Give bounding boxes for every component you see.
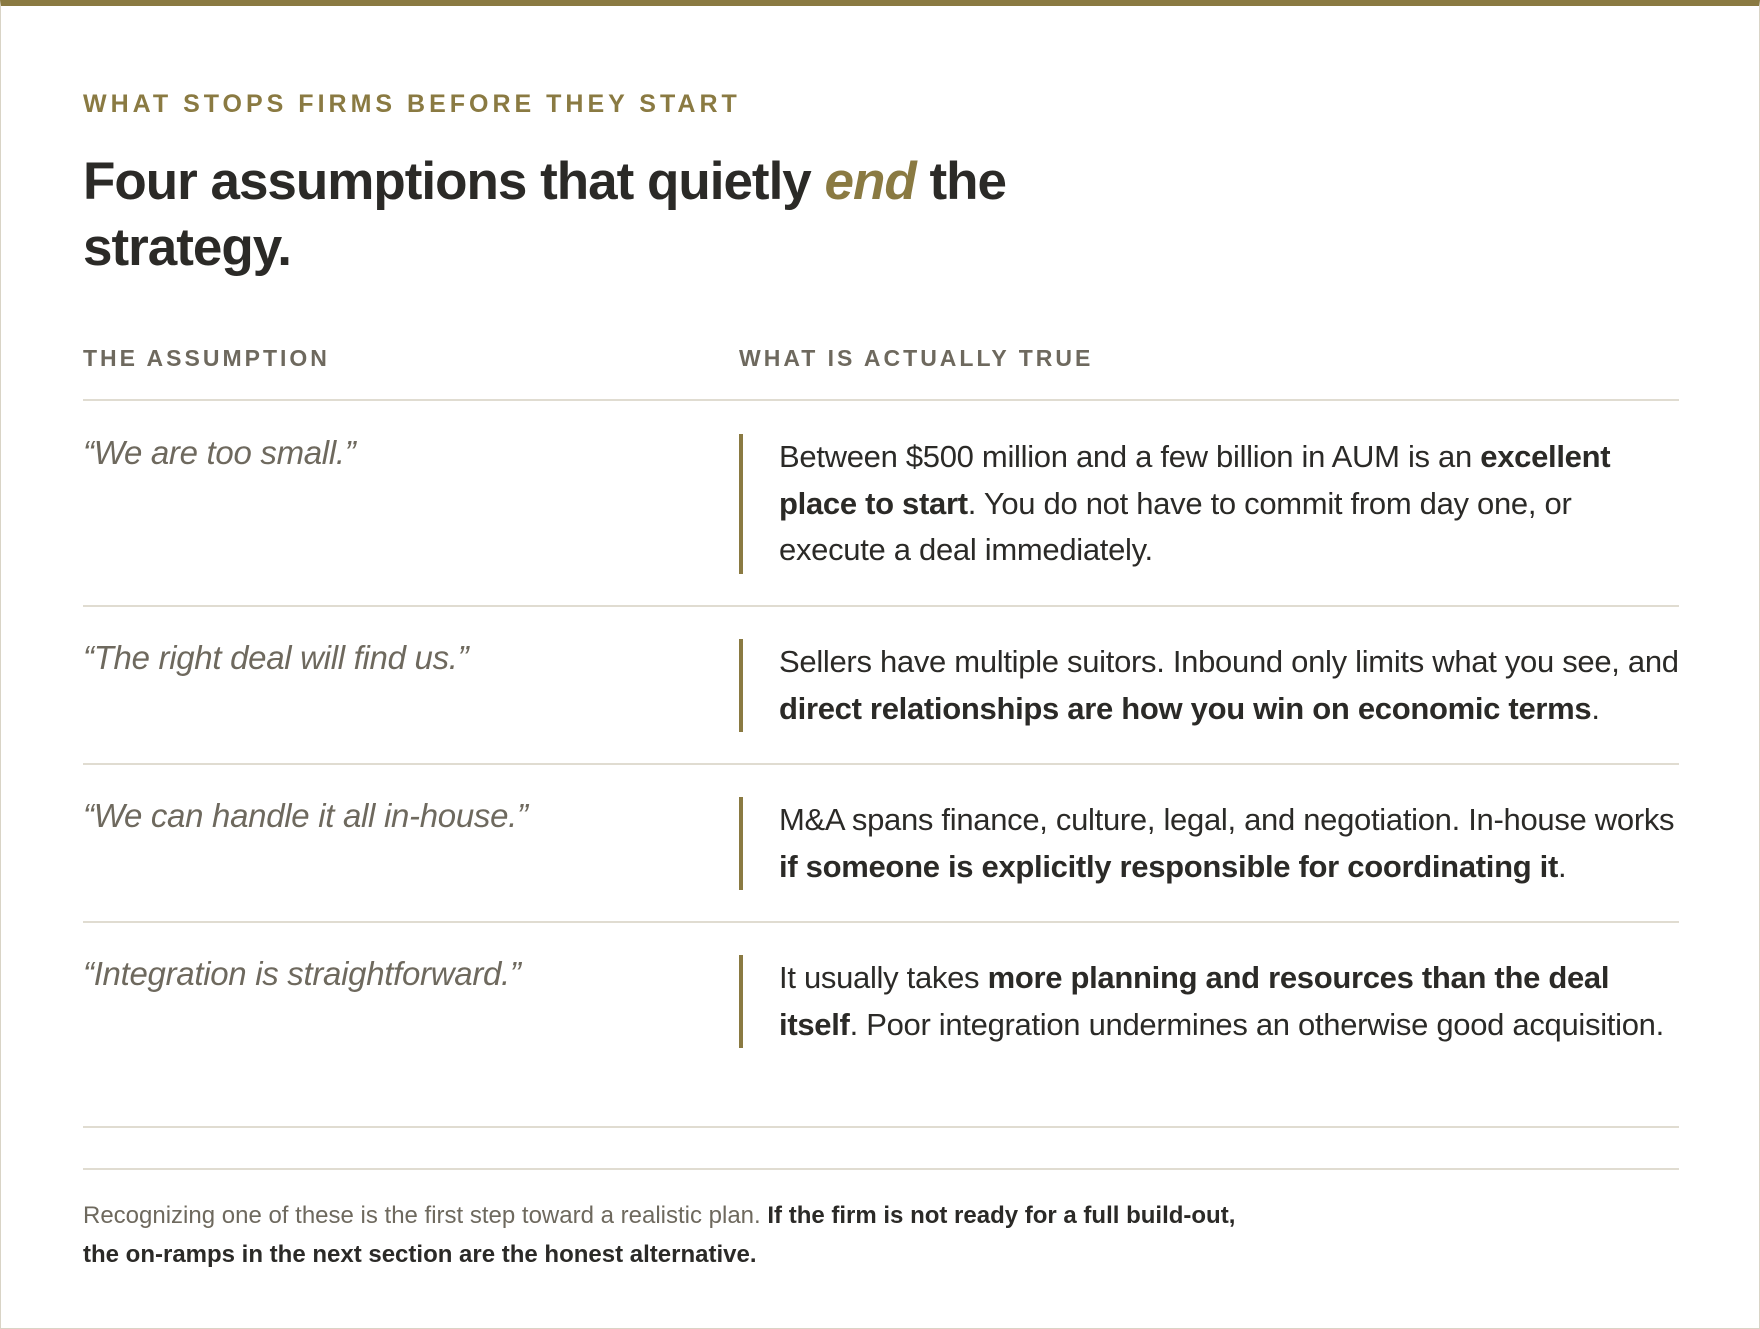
row-divider	[83, 921, 1679, 923]
truth-segment: .	[1591, 690, 1600, 726]
row-divider	[83, 763, 1679, 765]
truth-segment: It usually takes	[779, 960, 988, 995]
truth-text	[739, 797, 1679, 890]
assumption-text: “We can handle it all in-house.”	[83, 797, 528, 834]
footer-text: Recognizing one of these is the first step toward a realistic plan.	[83, 1202, 768, 1229]
column-header-assumption: THE ASSUMPTION	[83, 345, 330, 371]
section-eyebrow: WHAT STOPS FIRMS BEFORE THEY START	[83, 90, 741, 118]
table-bottom-divider	[83, 1126, 1679, 1128]
row-divider	[83, 605, 1679, 607]
truth-segment: . You do not have to commit from day one, or execute a deal immediately.	[779, 485, 1572, 567]
title-part-1: Four assumptions that quietly	[83, 152, 825, 211]
truth-segment: M&A spans finance, culture, legal, and negotiation. In-house works	[779, 802, 1675, 837]
assumption-text: “We are too small.”	[83, 434, 356, 471]
page-title	[83, 149, 1083, 281]
truth-segment: Sellers have multiple suitors. Inbound only limits what you see, and	[779, 644, 1679, 679]
truth-text	[739, 434, 1679, 574]
title-accent-word: end	[824, 152, 916, 211]
assumption-text: “The right deal will find us.”	[83, 639, 469, 676]
truth-emphasis: excellent place to start	[779, 439, 1611, 521]
assumption-text: “Integration is straightforward.”	[83, 955, 521, 992]
truth-segment: Between $500 million and a few billion in AUM is an	[779, 439, 1481, 474]
truth-text	[739, 639, 1679, 732]
footer-emphasis: If the firm is not ready for a full build-out, the on-ramps in the next section are the honest alternative.	[83, 1202, 1236, 1268]
truth-segment: . Poor integration undermines an otherwise good acquisition.	[849, 1006, 1664, 1042]
title-part-2: the strategy.	[83, 152, 1006, 277]
header-divider	[83, 399, 1679, 401]
truth-emphasis: direct relationships are how you win on economic terms	[779, 690, 1592, 726]
footer-divider	[83, 1168, 1679, 1170]
truth-text	[739, 955, 1679, 1048]
truth-segment: .	[1558, 848, 1567, 884]
truth-emphasis: more planning and resources than the deal itself	[779, 960, 1610, 1042]
footer-note	[83, 1196, 1243, 1274]
column-header-truth: WHAT IS ACTUALLY TRUE	[739, 345, 1094, 371]
truth-emphasis: if someone is explicitly responsible for coordinating it	[779, 848, 1559, 884]
